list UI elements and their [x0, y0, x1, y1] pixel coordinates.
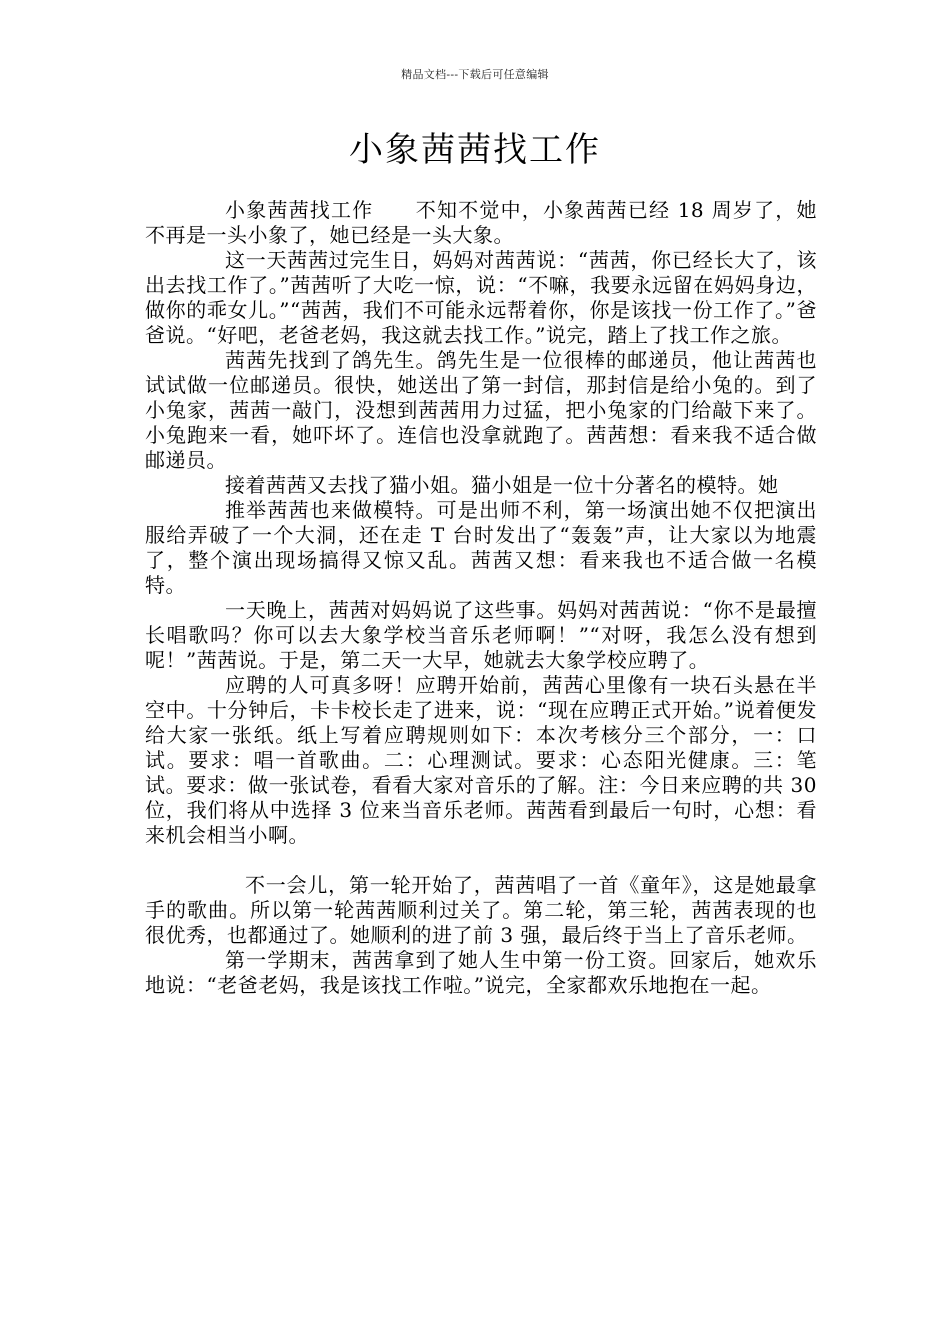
paragraph: 推举茜茜也来做模特。可是出师不利，第一场演出她不仅把演出服给弄破了一个大洞，还在走 T 台时发出了“轰轰”声，让大家以为地震了，整个演出现场搞得又惊又乱。茜茜又想：看来我也不适合做一名模特。: [145, 498, 817, 597]
document-body: [145, 198, 817, 998]
paragraph: 小象茜茜找工作 不知不觉中，小象茜茜已经 18 周岁了，她不再是一头小象了，她已经是一头大象。: [145, 198, 817, 247]
paragraph: 茜茜先找到了鸽先生。鸽先生是一位很棒的邮递员，他让茜茜也试试做一位邮递员。很快，她送出了第一封信，那封信是给小兔的。到了小兔家，茜茜一敲门，没想到茜茜用力过猛，把小兔家的门给敲下来了。小兔跑来一看，她吓坏了。连信也没拿就跑了。茜茜想：看来我不适合做邮递员。: [145, 348, 817, 472]
paragraph: 第一学期末，茜茜拿到了她人生中第一份工资。回家后，她欢乐地说：“老爸老妈，我是该找工作啦。”说完，全家都欢乐地抱在一起。: [145, 948, 817, 997]
paragraph: 接着茜茜又去找了猫小姐。猫小姐是一位十分著名的模特。她: [225, 473, 779, 497]
document-title: 小象茜茜找工作: [349, 130, 601, 170]
paragraph: 一天晚上，茜茜对妈妈说了这些事。妈妈对茜茜说：“你不是最擅长唱歌吗？你可以去大象学校当音乐老师啊！”“对呀，我怎么没有想到呢！”茜茜说。于是，第二天一大早，她就去大象学校应聘了。: [145, 598, 817, 672]
paragraph: 应聘的人可真多呀！应聘开始前，茜茜心里像有一块石头悬在半空中。十分钟后，卡卡校长走了进来，说：“现在应聘正式开始。”说着便发给大家一张纸。纸上写着应聘规则如下：本次考核分三个部分，一：口试。要求：唱一首歌曲。二：心理测试。要求：心态阳光健康。三：笔试。要求：做一张试卷，看看大家对音乐的了解。注：今日来应聘的共 30 位，我们将从中选择 3 位来当音乐老师。茜茜看到最后一句时，心想：看来机会相当小啊。: [145, 673, 817, 847]
paragraph: 这一天茜茜过完生日，妈妈对茜茜说：“茜茜，你已经长大了，该出去找工作了。”茜茜听了大吃一惊，说：“不嘛，我要永远留在妈妈身边，做你的乖女儿。”“茜茜，我们不可能永远帮着你，你是该找一份工作了。”爸爸说。“好吧，老爸老妈，我这就去找工作。”说完，踏上了找工作之旅。: [145, 248, 817, 347]
paragraph: 不一会儿，第一轮开始了，茜茜唱了一首《童年》，这是她最拿手的歌曲。所以第一轮茜茜顺利过关了。第二轮，第三轮，茜茜表现的也很优秀，也都通过了。她顺利的进了前 3 强，最后终于当上了音乐老师。: [145, 873, 817, 947]
page-header: 精品文档---下载后可任意编辑: [401, 68, 549, 81]
